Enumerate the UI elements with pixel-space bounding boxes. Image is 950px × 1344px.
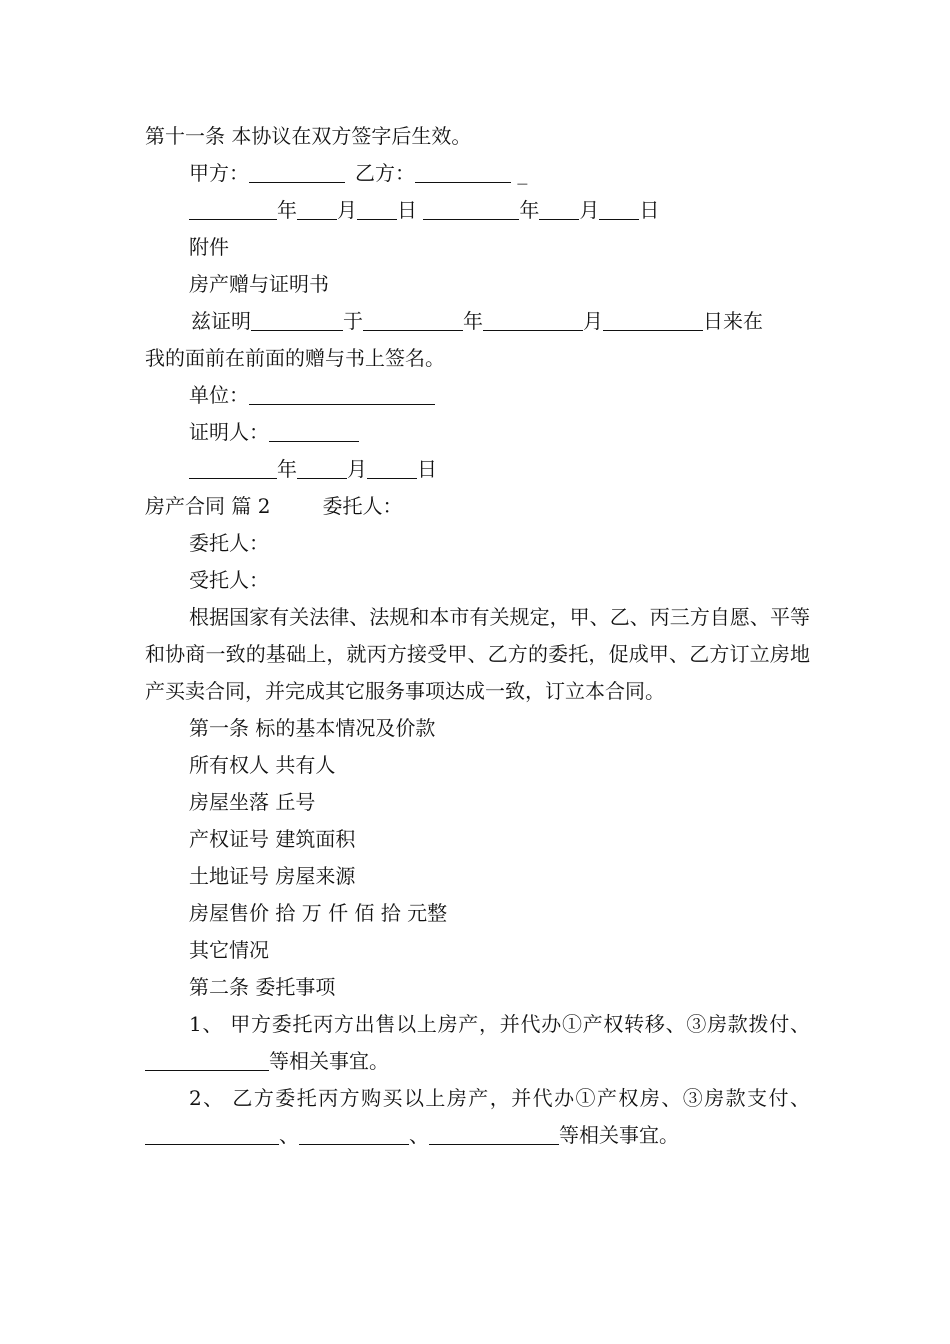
cert-name-blank — [251, 308, 343, 331]
day-label-2: 日 — [639, 198, 660, 222]
signature-parties-line — [145, 155, 810, 192]
item-2-blank-2 — [299, 1122, 409, 1145]
trustee-line: 受托人： — [189, 568, 269, 592]
year-label-2: 年 — [519, 198, 540, 222]
article-1-title: 第一条 标的基本情况及价款 — [189, 716, 436, 740]
witness-year-label: 年 — [277, 457, 297, 481]
year-blank-2 — [423, 197, 519, 220]
location-line: 房屋坐落 丘号 — [189, 790, 316, 814]
year-blank — [189, 197, 277, 220]
party-a-blank — [249, 160, 345, 183]
day-blank — [357, 197, 397, 220]
month-blank-2 — [539, 197, 579, 220]
party-b-blank — [415, 160, 511, 183]
certificate-line-2: 我的面前在前面的赠与书上签名。 — [145, 346, 445, 370]
certificate-line — [145, 303, 810, 340]
unit-label: 单位： — [189, 383, 249, 407]
principal-line: 委托人： — [189, 531, 269, 555]
cert-month-blank — [483, 308, 583, 331]
party-b-label: 乙方： — [355, 161, 415, 185]
contract-2-heading-line — [145, 488, 810, 525]
trailing-mark: _ — [517, 161, 528, 185]
land-cert-line: 土地证号 房屋来源 — [189, 864, 356, 888]
item-2-sep-2: 、 — [409, 1123, 429, 1147]
signature-date-line — [145, 192, 810, 229]
cert-yu: 于 — [343, 309, 363, 333]
item-1-suffix: 等相关事宜。 — [269, 1049, 389, 1073]
item-2-paragraph — [145, 1080, 810, 1154]
item-2-text: 2、 乙方委托丙方购买以上房产，并代办①产权房、③房款支付、 — [189, 1086, 810, 1110]
witness-date-line — [145, 451, 810, 488]
cert-prefix: 兹证明 — [191, 309, 251, 333]
cert-year-blank — [363, 308, 463, 331]
day-blank-2 — [599, 197, 639, 220]
item-1-paragraph — [145, 1006, 810, 1080]
witness-day-label: 日 — [417, 457, 437, 481]
other-line: 其它情况 — [189, 938, 269, 962]
witness-day-blank — [367, 456, 417, 479]
item-1-blank — [145, 1048, 269, 1071]
party-a-label: 甲方： — [189, 161, 249, 185]
cert-month-label: 月 — [583, 309, 603, 333]
witness-label: 证明人： — [189, 420, 269, 444]
cert-day-blank — [603, 308, 703, 331]
witness-year-blank — [189, 456, 277, 479]
contract-2-title: 房产合同 篇 2 — [145, 494, 271, 518]
item-2-blank-3 — [429, 1122, 559, 1145]
price-line: 房屋售价 拾 万 仟 佰 拾 元整 — [189, 901, 448, 925]
item-2-sep-1: 、 — [279, 1123, 299, 1147]
article-2-title: 第二条 委托事项 — [189, 975, 336, 999]
title-cert-line: 产权证号 建筑面积 — [189, 827, 356, 851]
witness-blank — [269, 419, 359, 442]
witness-month-blank — [297, 456, 347, 479]
attachment-heading: 附件 — [189, 235, 229, 259]
year-label: 年 — [277, 198, 297, 222]
gift-certificate-title: 房产赠与证明书 — [189, 272, 329, 296]
month-blank — [297, 197, 337, 220]
witness-month-label: 月 — [347, 457, 367, 481]
item-2-suffix: 等相关事宜。 — [559, 1123, 679, 1147]
principal-inline-label: 委托人： — [322, 494, 403, 518]
owner-line: 所有权人 共有人 — [189, 753, 336, 777]
cert-lai: 日来在 — [703, 309, 763, 333]
item-2-blank-1 — [145, 1122, 279, 1145]
article-11: 第十一条 本协议在双方签字后生效。 — [145, 124, 472, 148]
unit-blank — [249, 382, 435, 405]
month-label-2: 月 — [579, 198, 600, 222]
day-label: 日 — [397, 198, 417, 222]
month-label: 月 — [337, 198, 357, 222]
witness-line — [145, 414, 810, 451]
cert-year-label: 年 — [463, 309, 483, 333]
document-page — [145, 118, 810, 1154]
unit-line — [145, 377, 810, 414]
item-1-text: 1、 甲方委托丙方出售以上房产，并代办①产权转移、③房款拨付、 — [189, 1012, 810, 1036]
preamble-paragraph: 根据国家有关法律、法规和本市有关规定，甲、乙、丙三方自愿、平等和协商一致的基础上，就丙方接受甲、乙方的委托，促成甲、乙方订立房地产买卖合同，并完成其它服务事项达成一致，订立本合同。 — [145, 605, 810, 703]
